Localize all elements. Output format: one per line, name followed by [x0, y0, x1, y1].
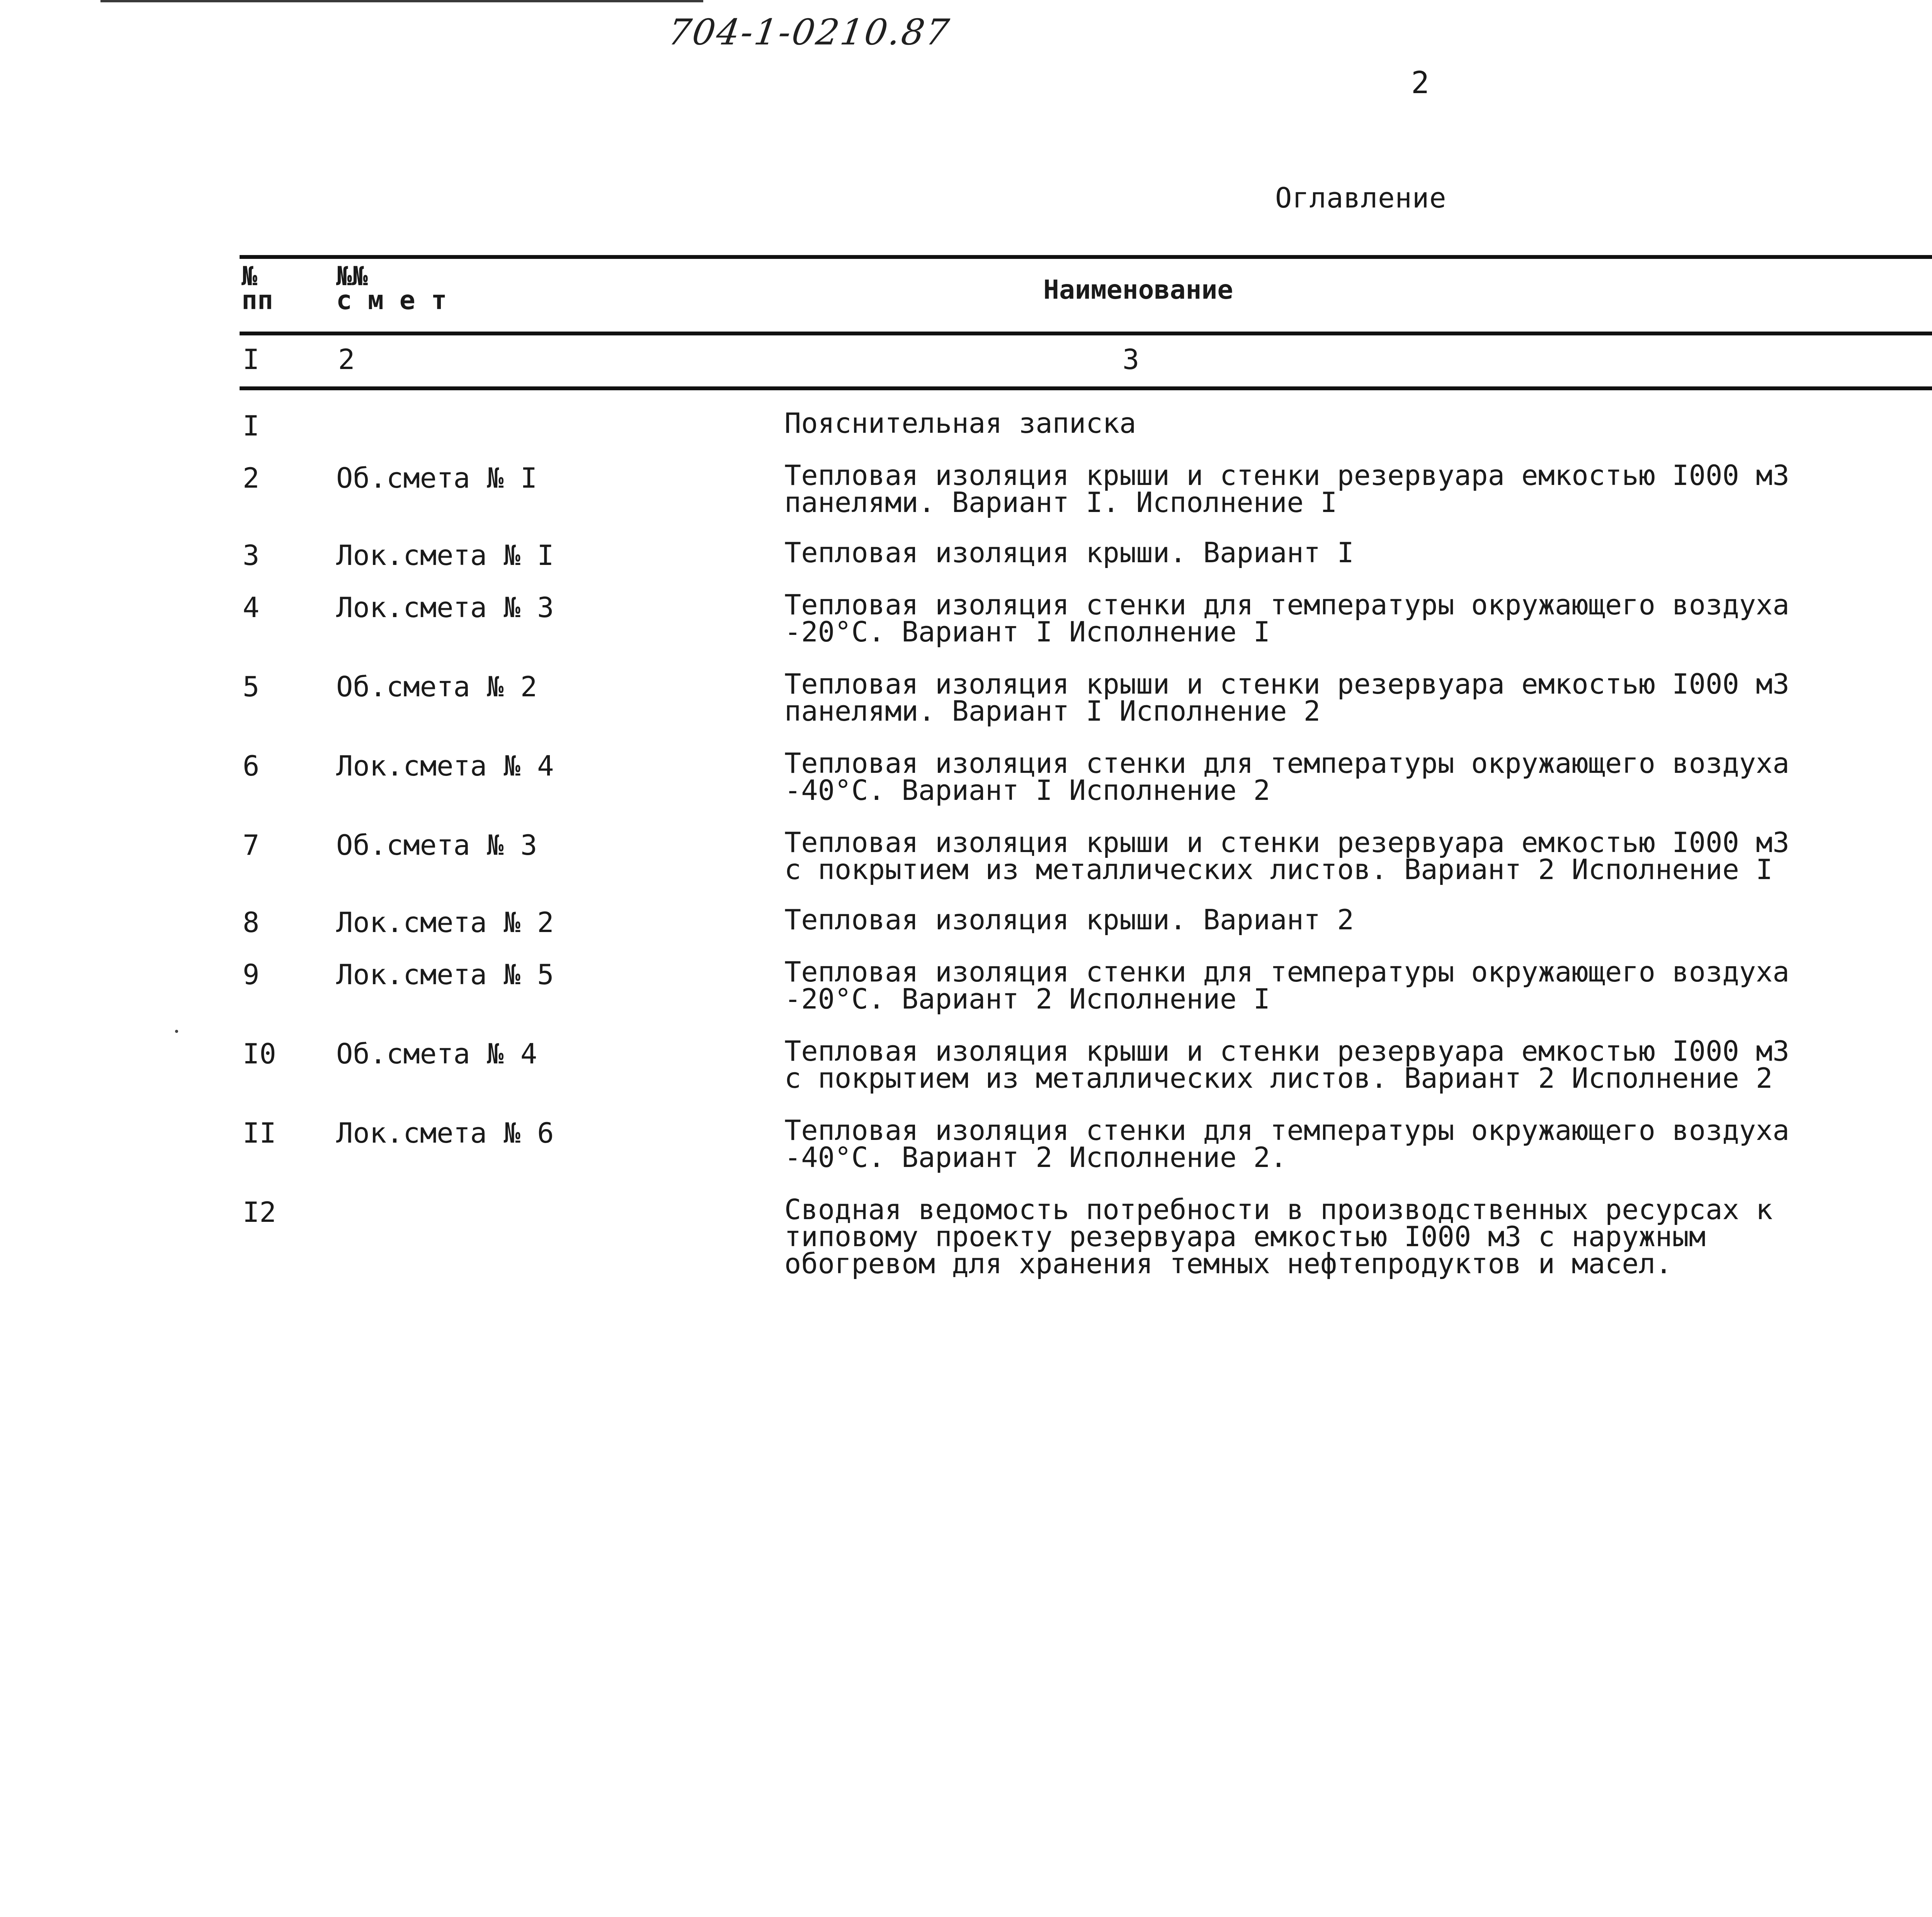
column-number-2: 2: [338, 343, 355, 376]
row-name: Пояснительная записка: [784, 407, 1136, 439]
header-row-number: № пп: [242, 261, 273, 316]
scan-edge-mark: [100, 0, 703, 2]
row-estimate: Об.смета № 2: [336, 670, 537, 703]
header-bottom-rule: [240, 332, 1932, 335]
row-name: Тепловая изоляция стенки для температуры окружающего воздуха -20°С. Вариант 2 Исполнение I: [784, 956, 1789, 1015]
header-name: Наименование: [1043, 275, 1233, 305]
row-number: 5: [243, 670, 260, 703]
row-name: Тепловая изоляция стенки для температуры окружающего воздуха -40°С. Вариант I Исполнение 2: [784, 747, 1789, 806]
row-name: Тепловая изоляция крыши и стенки резервуара емкостью I000 м3 панелями. Вариант I Исполнение 2: [784, 668, 1789, 727]
row-estimate: Лок.смета № 3: [336, 591, 554, 624]
row-number: 9: [243, 958, 260, 991]
column-numbers-rule: [240, 386, 1932, 390]
row-estimate: Лок.смета № 2: [336, 906, 554, 939]
scan-speck: [175, 1030, 178, 1033]
row-estimate: Об.смета № I: [336, 462, 537, 494]
document-code: 704-1-0210.87: [665, 12, 953, 53]
row-estimate: Лок.смета № 4: [336, 750, 554, 782]
row-estimate: Лок.смета № 5: [336, 958, 554, 991]
column-number-3: 3: [1122, 343, 1139, 376]
row-name: Тепловая изоляция крыши и стенки резервуара емкостью I000 м3 с покрытием из металлических листов. Вариант 2 Исполнение I: [784, 826, 1789, 886]
toc-title: Оглавление: [1275, 182, 1447, 214]
row-name: Тепловая изоляция крыши. Вариант I: [784, 536, 1354, 569]
row-number: 2: [243, 462, 260, 494]
row-number: I0: [243, 1038, 276, 1070]
row-name: Тепловая изоляция стенки для температуры окружающего воздуха -40°С. Вариант 2 Исполнение 2.: [784, 1114, 1789, 1174]
table-top-rule: [240, 255, 1932, 259]
row-name: Сводная ведомость потребности в производственных ресурсах к типовому проекту резервуара емкостью I000 м3 с наружным обогревом для хранения темных нефтепродуктов и масел.: [784, 1193, 1773, 1280]
row-number: I2: [243, 1196, 276, 1228]
row-number: I: [243, 410, 260, 442]
row-name: Тепловая изоляция крыши и стенки резервуара емкостью I000 м3 с покрытием из металлических листов. Вариант 2 Исполнение 2: [784, 1035, 1789, 1094]
row-estimate: Лок.смета № I: [336, 539, 554, 572]
row-number: 6: [243, 750, 260, 782]
row-number: II: [243, 1117, 276, 1149]
column-number-1: I: [243, 343, 260, 376]
page-number: 2: [1411, 66, 1429, 100]
row-name: Тепловая изоляция крыши. Вариант 2: [784, 903, 1354, 936]
row-name: Тепловая изоляция крыши и стенки резервуара емкостью I000 м3 панелями. Вариант I. Исполнение I: [784, 459, 1789, 519]
row-number: 3: [243, 539, 260, 572]
row-estimate: Об.смета № 3: [336, 829, 537, 861]
row-number: 7: [243, 829, 260, 861]
header-estimate-number: №№ с м е т: [336, 261, 447, 316]
row-estimate: Об.смета № 4: [336, 1038, 537, 1070]
row-estimate: Лок.смета № 6: [336, 1117, 554, 1149]
row-name: Тепловая изоляция стенки для температуры окружающего воздуха -20°С. Вариант I Исполнение I: [784, 589, 1789, 648]
row-number: 8: [243, 906, 260, 939]
row-number: 4: [243, 591, 260, 624]
